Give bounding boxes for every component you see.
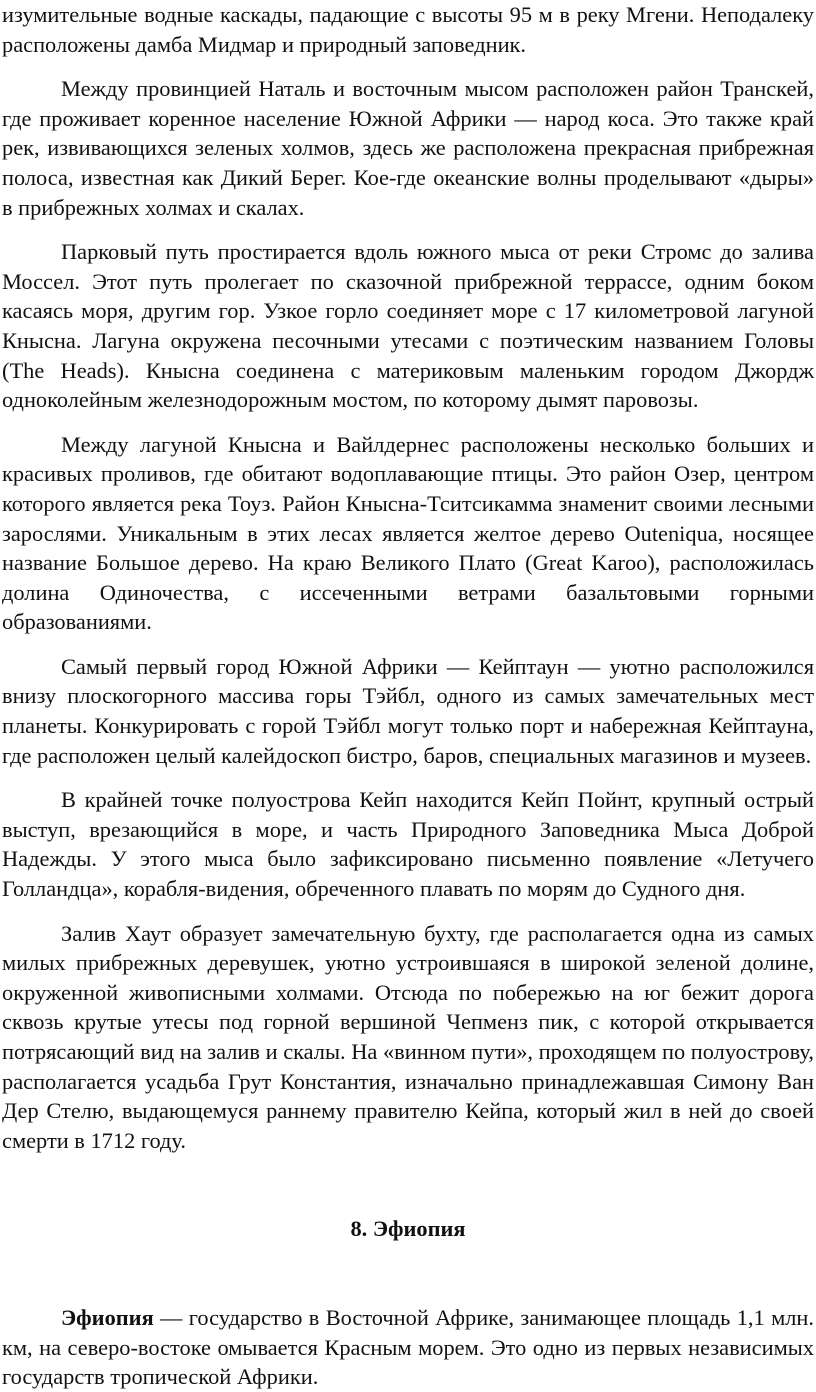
paragraph-ethiopia-intro: [2, 1303, 814, 1392]
lead-term: Эфиопия: [61, 1304, 154, 1330]
section-heading: 8. Эфиопия: [350, 1216, 466, 1242]
paragraph-cape-point: В крайней точке полуострова Кейп находится Кейп Пойнт, крупный острый выступ, врезающийся в море, и часть Природного Заповедника Мыса Доброй Надежды. У этого мыса было зафиксировано письменно появление «Летучего Голландца», корабля-видения, обреченного плавать по морям до Судного дня.: [2, 787, 814, 902]
section-heading-block: [2, 1214, 814, 1244]
paragraph-cape-town: Самый первый город Южной Африки — Кейптаун — уютно расположился внизу плоскогорного массива горы Тэйбл, одного из самых замечательных мест планеты. Конкурировать с горой Тэйбл могут только порт и набережная Кейптауна, где расположен целый калейдоскоп бистро, баров, специальных магазинов и музеев.: [2, 653, 814, 768]
document-page: [2, 0, 814, 1392]
paragraph-transkei: Между провинцией Наталь и восточным мысом расположен район Транскей, где проживает коренное население Южной Африки — народ коса. Это также край рек, извивающихся зеленых холмов, здесь же расположена прекрасная прибрежная полоса, известная как Дикий Берег. Кое-где океанские волны проделывают «дыры» в прибрежных холмах и скалах.: [2, 76, 814, 220]
paragraph-waterfalls: изумительные водные каскады, падающие с высоты 95 м в реку Мгени. Неподалеку расположены дамба Мидмар и природный заповедник.: [2, 2, 814, 57]
paragraph-garden-route: Парковый путь простирается вдоль южного мыса от реки Стромс до залива Моссел. Этот путь пролегает по сказочной прибрежной террассе, одним боком касаясь моря, другим гор. Узкое горло соединяет море с 17 километровой лагуной Кныснa. Лагуна окружена песочными утесами с поэтическим названием Головы (The Heads). Кныснa соединена с материковым маленьким городом Джордж одноколейным железнодорожным мостом, по которому дымят паровозы.: [2, 239, 814, 413]
lead-text: — государство в Восточной Африке, занимающее площадь 1,1 млн. км, на северо-востоке омывается Красным морем. Это одно из первых независимых государств тропической Африки.: [2, 1304, 814, 1390]
paragraph-lakes-district: Между лагуной Кныснa и Вайлдернес расположены несколько больших и красивых проливов, где обитают водоплавающие птицы. Это район Озер, центром которого является река Тоуз. Район Кныснa-Тситсикамма знаменит своими лесными зарослями. Уникальным в этих лесах является желтое дерево Outeniqua, носящее название Большое дерево. На краю Великого Плато (Great Karoo), расположилась долина Одиночества, с иссеченными ветрами базальтовыми горными образованиями.: [2, 431, 814, 635]
paragraph-hout-bay: Залив Хаут образует замечательную бухту, где располагается одна из самых милых прибрежных деревушек, уютно устроившаяся в широкой зеленой долине, окруженной живописными холмами. Отсюда по побережью на юг бежит дорога сквозь крутые утесы под горной вершиной Чепменз пик, с которой открывается потрясающий вид на залив и скалы. На «винном пути», проходящем по полуострову, располагается усадьба Грут Константия, изначально принадлежавшая Симону Ван Дер Стелю, выдающемуся раннему правителю Кейпа, который жил в ней до своей смерти в 1712 году.: [2, 920, 814, 1153]
